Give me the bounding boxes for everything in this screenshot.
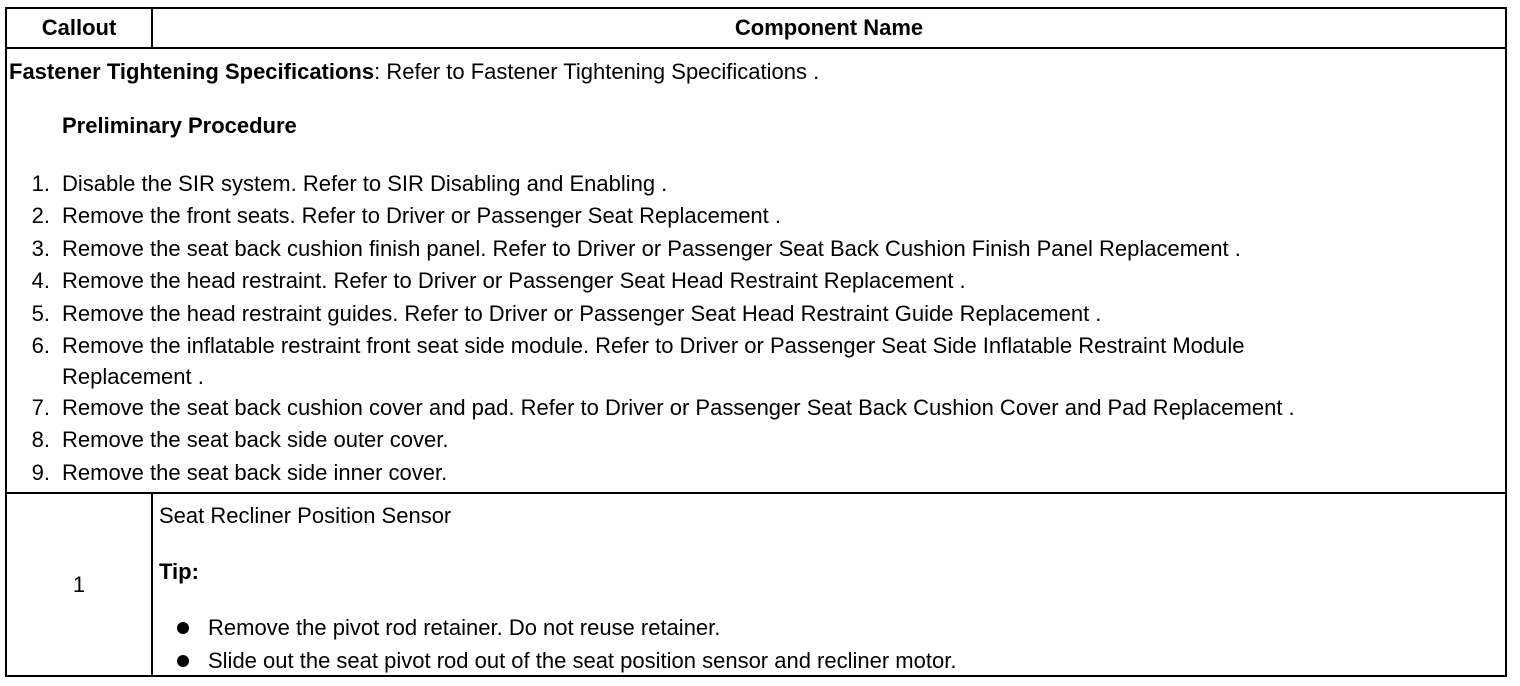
preliminary-procedure-title: Preliminary Procedure (62, 113, 297, 138)
preliminary-steps-list (7, 168, 1295, 489)
list-item (7, 233, 1295, 265)
component-name: Seat Recliner Position Sensor (159, 503, 452, 528)
fastener-spec-line (9, 59, 819, 85)
list-item (7, 298, 1295, 330)
step-number: 5. (31, 300, 50, 326)
fastener-spec-link-text[interactable]: : Refer to Fastener Tightening Specifications . (374, 59, 820, 84)
step-number: 3. (31, 235, 50, 261)
callout-cell: 1 (7, 494, 153, 675)
list-item (7, 457, 1295, 489)
step-text[interactable]: Remove the seat back cushion finish panel. Refer to Driver or Passenger Seat Back Cushion Finish Panel Replacement . (62, 235, 1241, 261)
step-text[interactable]: Remove the front seats. Refer to Driver or Passenger Seat Replacement . (62, 203, 781, 229)
bullet-icon (177, 622, 189, 634)
component-cell (153, 494, 1505, 675)
list-item (7, 200, 1295, 232)
step-number: 7. (31, 395, 50, 421)
step-text[interactable]: Remove the inflatable restraint front seat side module. Refer to Driver or Passenger Seat Side Inflatable Restraint Module (62, 333, 1245, 359)
step-number: 9. (31, 459, 50, 485)
list-item (153, 611, 956, 644)
step-text[interactable]: Remove the head restraint guides. Refer to Driver or Passenger Seat Head Restraint Guide Replacement . (62, 300, 1102, 326)
step-text[interactable]: Disable the SIR system. Refer to SIR Disabling and Enabling . (62, 171, 668, 196)
step-text: Remove the seat back side inner cover. (62, 459, 448, 485)
step-text: Remove the seat back side outer cover. (62, 427, 449, 453)
list-item (153, 644, 956, 677)
step-number: 8. (31, 427, 50, 453)
fastener-spec-label: Fastener Tightening Specifications (9, 59, 375, 84)
list-item (7, 168, 1295, 200)
step-text[interactable]: Remove the seat back cushion cover and pad. Refer to Driver or Passenger Seat Back Cushion Cover and Pad Replacement . (62, 395, 1295, 421)
list-item (7, 392, 1295, 424)
step-number: 6. (31, 333, 50, 359)
bullet-text: Slide out the seat pivot rod out of the seat position sensor and recliner motor. (208, 648, 957, 673)
tip-bullet-list (153, 611, 956, 677)
header-callout: Callout (7, 9, 153, 47)
step-number: 1. (31, 171, 50, 196)
bullet-text: Remove the pivot rod retainer. Do not reuse retainer. (208, 615, 721, 640)
list-item (7, 265, 1295, 297)
header-component-name: Component Name (734, 15, 924, 40)
table-row (7, 494, 1505, 675)
procedure-table (5, 7, 1507, 677)
list-item (7, 330, 1295, 392)
step-number: 2. (31, 203, 50, 229)
tip-label: Tip: (159, 559, 199, 584)
list-item (7, 424, 1295, 456)
bullet-icon (177, 655, 189, 667)
step-number: 4. (31, 268, 50, 294)
step-text[interactable]: Remove the head restraint. Refer to Driver or Passenger Seat Head Restraint Replacement . (62, 268, 966, 294)
step-text-continuation[interactable]: Replacement . (62, 364, 204, 390)
preliminary-row (7, 49, 1505, 494)
table-header-row (7, 9, 1505, 49)
